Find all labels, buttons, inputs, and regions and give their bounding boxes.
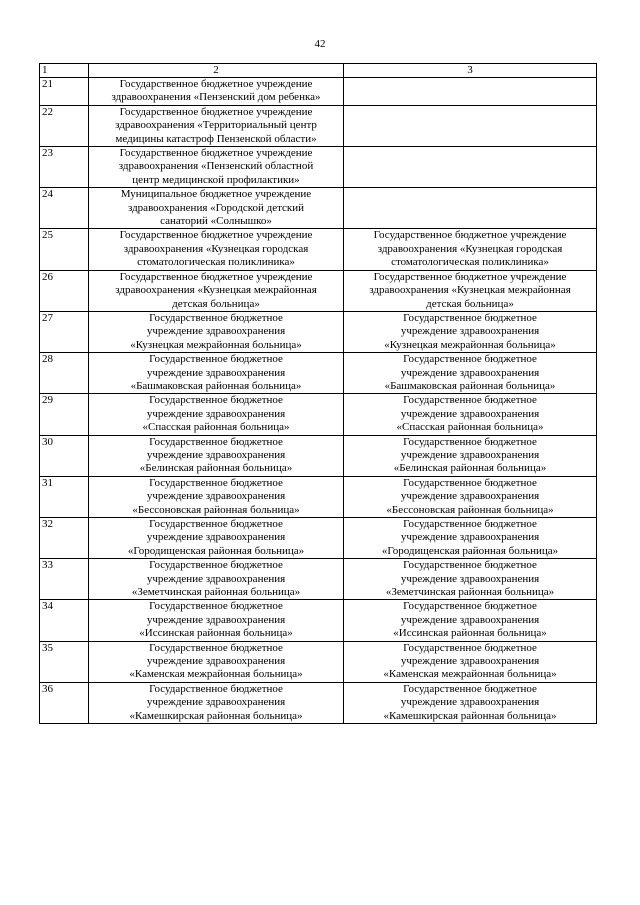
cell-text-line: учреждение здравоохранения [400,531,540,544]
row-number: 31 [40,476,89,517]
table-row [40,682,597,723]
table-row [40,78,597,106]
column-header-2: 2 [89,64,344,78]
matched-institution-cell [344,188,597,229]
row-number: 34 [40,600,89,641]
table-row [40,188,597,229]
institution-name-cell [89,518,344,559]
table-row [40,229,597,270]
cell-text-line: Государственное бюджетное учреждение [373,270,567,283]
cell-text-line: «Бессоновская районная больница» [386,503,554,516]
row-number: 33 [40,559,89,600]
cell-text-line: Государственное бюджетное [403,600,537,613]
institution-name-cell [89,229,344,270]
cell-text-line: Государственное бюджетное [149,353,283,366]
institution-name-cell [89,188,344,229]
cell-text-line: учреждение здравоохранения [146,448,286,461]
institutions-table [39,63,597,724]
cell-text-line: «Башмаковская районная больница» [384,379,556,392]
cell-text-line: учреждение здравоохранения [400,696,540,709]
matched-institution-cell [344,559,597,600]
row-number: 21 [40,78,89,106]
cell-text-line: здравоохранения «Кузнецкая межрайонная [115,284,317,297]
matched-institution-cell [344,311,597,352]
cell-text-line: Государственное бюджетное учреждение [119,147,313,160]
cell-text-line: здравоохранения «Городской детский [127,201,305,214]
matched-institution-cell [344,78,597,106]
matched-institution-cell [344,394,597,435]
table-row [40,270,597,311]
row-number: 22 [40,105,89,146]
cell-text-line: Государственное бюджетное [403,353,537,366]
cell-text-line: Государственное бюджетное [149,435,283,448]
matched-institution-cell [344,435,597,476]
cell-text-line: «Каменская межрайонная больница» [383,668,557,681]
table-row [40,105,597,146]
cell-text-line: учреждение здравоохранения [400,407,540,420]
cell-text-line: Государственное бюджетное [149,559,283,572]
cell-text-line: Муниципальное бюджетное учреждение [120,188,312,201]
cell-text-line: «Иссинская районная больница» [393,627,547,640]
cell-text-line: Государственное бюджетное [403,559,537,572]
cell-text-line: учреждение здравоохранения [146,325,286,338]
column-header-3: 3 [344,64,597,78]
cell-text-line: учреждение здравоохранения [400,613,540,626]
cell-text-line: учреждение здравоохранения [400,490,540,503]
institution-name-cell [89,353,344,394]
cell-text-line: здравоохранения «Пензенский областной [118,160,314,173]
cell-text-line: здравоохранения «Кузнецкая межрайонная [369,284,571,297]
table-row [40,518,597,559]
cell-text-line: Государственное бюджетное [149,518,283,530]
institution-name-cell [89,435,344,476]
cell-text-line: «Спасская районная больница» [142,421,290,434]
institution-name-cell [89,394,344,435]
cell-text-line: «Бессоновская районная больница» [132,503,300,516]
cell-text-line: Государственное бюджетное [403,394,537,407]
cell-text-line: учреждение здравоохранения [146,613,286,626]
cell-text-line: учреждение здравоохранения [146,696,286,709]
table-row [40,559,597,600]
cell-text-line: Государственное бюджетное учреждение [119,78,313,90]
row-number: 28 [40,353,89,394]
cell-text-line: учреждение здравоохранения [146,366,286,379]
cell-text-line: здравоохранения «Кузнецкая городская [377,242,563,255]
matched-institution-cell [344,682,597,723]
cell-text-line: учреждение здравоохранения [400,572,540,585]
cell-text-line: Государственное бюджетное [403,435,537,448]
cell-text-line: Государственное бюджетное [149,682,283,695]
matched-institution-cell [344,476,597,517]
cell-text-line: здравоохранения «Территориальный центр [115,119,317,132]
cell-text-line: учреждение здравоохранения [146,407,286,420]
cell-text-line: Государственное бюджетное [403,682,537,695]
cell-text-line: учреждение здравоохранения [146,490,286,503]
cell-text-line: учреждение здравоохранения [400,655,540,668]
cell-text-line: медицины катастроф Пензенской области» [115,132,317,145]
cell-text-line: учреждение здравоохранения [400,366,540,379]
cell-text-line: «Кузнецкая межрайонная больница» [384,338,556,351]
table-row [40,600,597,641]
row-number: 27 [40,311,89,352]
institution-name-cell [89,682,344,723]
institution-name-cell [89,311,344,352]
row-number: 32 [40,518,89,559]
table-body [40,64,597,724]
cell-text-line: «Земетчинская районная больница» [385,586,555,599]
institution-name-cell [89,559,344,600]
cell-text-line: «Белинская районная больница» [139,462,293,475]
cell-text-line: «Городищенская районная больница» [127,544,305,557]
cell-text-line: Государственное бюджетное [149,600,283,613]
table-row [40,353,597,394]
institution-name-cell [89,147,344,188]
cell-text-line: «Башмаковская районная больница» [130,379,302,392]
row-number: 23 [40,147,89,188]
matched-institution-cell [344,641,597,682]
cell-text-line: Государственное бюджетное учреждение [119,105,313,118]
page-number: 42 [314,38,326,50]
row-number: 36 [40,682,89,723]
cell-text-line: здравоохранения «Кузнецкая городская [123,242,309,255]
table-row [40,147,597,188]
cell-text-line: Государственное бюджетное [403,518,537,530]
institution-name-cell [89,78,344,106]
cell-text-line: «Камешкирская районная больница» [129,709,303,722]
matched-institution-cell [344,353,597,394]
matched-institution-cell [344,229,597,270]
row-number: 29 [40,394,89,435]
institution-name-cell [89,600,344,641]
cell-text-line: Государственное бюджетное [149,476,283,489]
table-row [40,641,597,682]
institution-name-cell [89,105,344,146]
table-row [40,394,597,435]
cell-text-line: Государственное бюджетное [403,641,537,654]
table-row [40,435,597,476]
table-row [40,311,597,352]
row-number: 35 [40,641,89,682]
institution-name-cell [89,270,344,311]
table-header-row [40,64,597,78]
cell-text-line: учреждение здравоохранения [400,325,540,338]
cell-text-line: Государственное бюджетное учреждение [119,229,313,242]
cell-text-line: центр медицинской профилактики» [132,173,300,186]
cell-text-line: Государственное бюджетное [403,476,537,489]
table-row [40,476,597,517]
matched-institution-cell [344,518,597,559]
cell-text-line: «Иссинская районная больница» [139,627,293,640]
matched-institution-cell [344,270,597,311]
matched-institution-cell [344,105,597,146]
row-number: 26 [40,270,89,311]
cell-text-line: «Городищенская районная больница» [381,544,559,557]
row-number: 24 [40,188,89,229]
cell-text-line: Государственное бюджетное учреждение [119,270,313,283]
cell-text-line: «Белинская районная больница» [393,462,547,475]
matched-institution-cell [344,147,597,188]
cell-text-line: Государственное бюджетное учреждение [373,229,567,242]
cell-text-line: Государственное бюджетное [403,311,537,324]
cell-text-line: «Земетчинская районная больница» [131,586,301,599]
row-number: 30 [40,435,89,476]
cell-text-line: «Спасская районная больница» [396,421,544,434]
cell-text-line: учреждение здравоохранения [146,531,286,544]
cell-text-line: учреждение здравоохранения [400,448,540,461]
cell-text-line: «Камешкирская районная больница» [383,709,557,722]
institution-name-cell [89,641,344,682]
cell-text-line: детская больница» [426,297,514,310]
row-number: 25 [40,229,89,270]
cell-text-line: учреждение здравоохранения [146,655,286,668]
cell-text-line: Государственное бюджетное [149,394,283,407]
cell-text-line: здравоохранения «Пензенский дом ребенка» [111,91,321,104]
cell-text-line: «Кузнецкая межрайонная больница» [130,338,302,351]
cell-text-line: стоматологическая поликлиника» [391,256,549,269]
cell-text-line: «Каменская межрайонная больница» [129,668,303,681]
cell-text-line: детская больница» [172,297,260,310]
cell-text-line: Государственное бюджетное [149,311,283,324]
matched-institution-cell [344,600,597,641]
cell-text-line: учреждение здравоохранения [146,572,286,585]
cell-text-line: Государственное бюджетное [149,641,283,654]
cell-text-line: стоматологическая поликлиника» [137,256,295,269]
cell-text-line: санаторий «Солнышко» [160,215,272,228]
institution-name-cell [89,476,344,517]
column-header-1: 1 [40,64,89,78]
